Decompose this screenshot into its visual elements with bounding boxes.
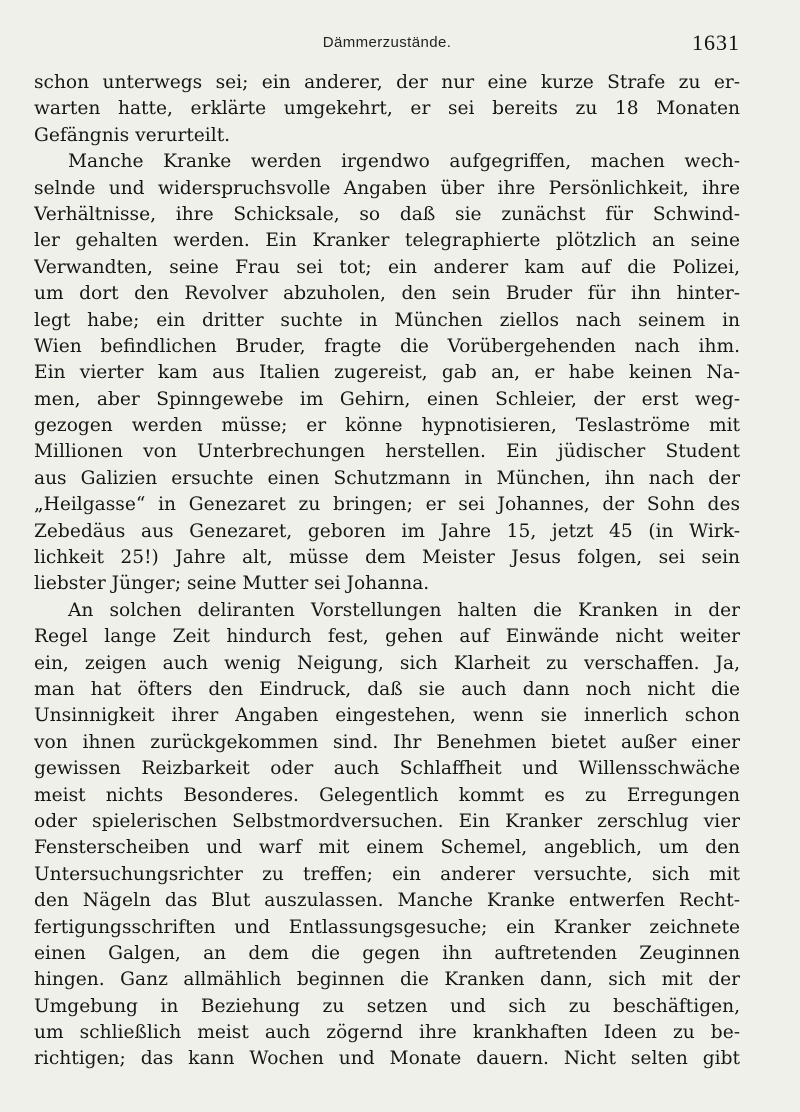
text-line: Wien befindlichen Bruder, fragte die Vorübergehenden nach ihm. (34, 335, 740, 357)
text-line: „Heilgasse“ in Genezaret zu bringen; er sei Johannes, der Sohn des (34, 494, 740, 516)
text-line: legt habe; ein dritter suchte in München ziellos nach seinem in (34, 309, 740, 331)
text-line: Verwandten, seine Frau sei tot; ein anderer kam auf die Polizei, (34, 256, 740, 278)
text-line: Regel lange Zeit hindurch fest, gehen auf Einwände nicht weiter (34, 626, 740, 648)
page-number: 1631 (692, 30, 740, 55)
text-line: Unsinnigkeit ihrer Angaben eingestehen, wenn sie innerlich schon (34, 705, 740, 727)
text-line: gewissen Reizbarkeit oder auch Schlaffheit und Willensschwäche (34, 758, 740, 780)
text-line: man hat öfters den Eindruck, daß sie auch dann noch nicht die (34, 678, 740, 700)
running-title: Dämmerzustände. (322, 34, 452, 51)
text-line: Manche Kranke werden irgendwo aufgegriffen, machen wech- (68, 151, 740, 173)
paragraph (34, 598, 740, 1073)
text-line: hingen. Ganz allmählich beginnen die Kranken dann, sich mit der (34, 969, 740, 991)
body-text (34, 70, 740, 1073)
text-line: richtigen; das kann Wochen und Monate dauern. Nicht selten gibt (34, 1048, 740, 1070)
text-line: Gefängnis verurteilt. (34, 124, 231, 146)
text-line: gezogen werden müsse; er könne hypnotisieren, Teslaströme mit (34, 415, 740, 437)
text-line: Umgebung in Beziehung zu setzen und sich zu beschäftigen, (34, 995, 740, 1017)
text-line: lichkeit 25!) Jahre alt, müsse dem Meister Jesus folgen, sei sein (34, 547, 740, 569)
text-line: um schließlich meist auch zögernd ihre krankhaften Ideen zu be- (34, 1022, 740, 1044)
text-line: Verhältnisse, ihre Schicksale, so daß sie zunächst für Schwind- (34, 203, 740, 225)
text-line: liebster Jünger; seine Mutter sei Johanna. (34, 573, 430, 595)
text-line: aus Galizien ersuchte einen Schutzmann in München, ihn nach der (34, 467, 740, 489)
text-line: An solchen deliranten Vorstellungen halten die Kranken in der (68, 599, 740, 621)
text-line: ein, zeigen auch wenig Neigung, sich Klarheit zu verschaffen. Ja, (34, 652, 740, 674)
text-line: von ihnen zurückgekommen sind. Ihr Benehmen bietet außer einer (34, 731, 740, 753)
text-line: meist nichts Besonderes. Gelegentlich kommt es zu Erregungen (34, 784, 740, 806)
text-line: selnde und widerspruchsvolle Angaben über ihre Persönlichkeit, ihre (34, 177, 740, 199)
paragraph (34, 149, 740, 598)
text-line: oder spielerischen Selbstmordversuchen. Ein Kranker zerschlug vier (34, 810, 740, 832)
text-line: Untersuchungsrichter zu treffen; ein anderer versuchte, sich mit (34, 863, 740, 885)
text-line: Fensterscheiben und warf mit einem Schemel, angeblich, um den (34, 837, 740, 859)
text-line: schon unterwegs sei; ein anderer, der nur eine kurze Strafe zu er- (34, 72, 740, 93)
text-line: Millionen von Unterbrechungen herstellen. Ein jüdischer Student (34, 441, 740, 463)
paragraph (34, 70, 740, 149)
text-line: um dort den Revolver abzuholen, den sein Bruder für ihn hinter- (34, 283, 740, 305)
text-line: Ein vierter kam aus Italien zugereist, gab an, er habe keinen Na- (34, 362, 740, 384)
running-head (34, 30, 740, 60)
text-line: ler gehalten werden. Ein Kranker telegraphierte plötzlich an seine (34, 230, 740, 252)
text-line: men, aber Spinngewebe im Gehirn, einen Schleier, der erst weg- (34, 388, 740, 410)
text-line: den Nägeln das Blut auszulassen. Manche Kranke entwerfen Recht- (34, 890, 740, 912)
text-line: Zebedäus aus Genezaret, geboren im Jahre 15, jetzt 45 (in Wirk- (34, 520, 740, 542)
text-line: warten hatte, erklärte umgekehrt, er sei bereits zu 18 Monaten (34, 98, 740, 120)
text-line: fertigungsschriften und Entlassungsgesuche; ein Kranker zeichnete (34, 916, 740, 938)
text-line: einen Galgen, an dem die gegen ihn auftretenden Zeuginnen (34, 942, 740, 964)
